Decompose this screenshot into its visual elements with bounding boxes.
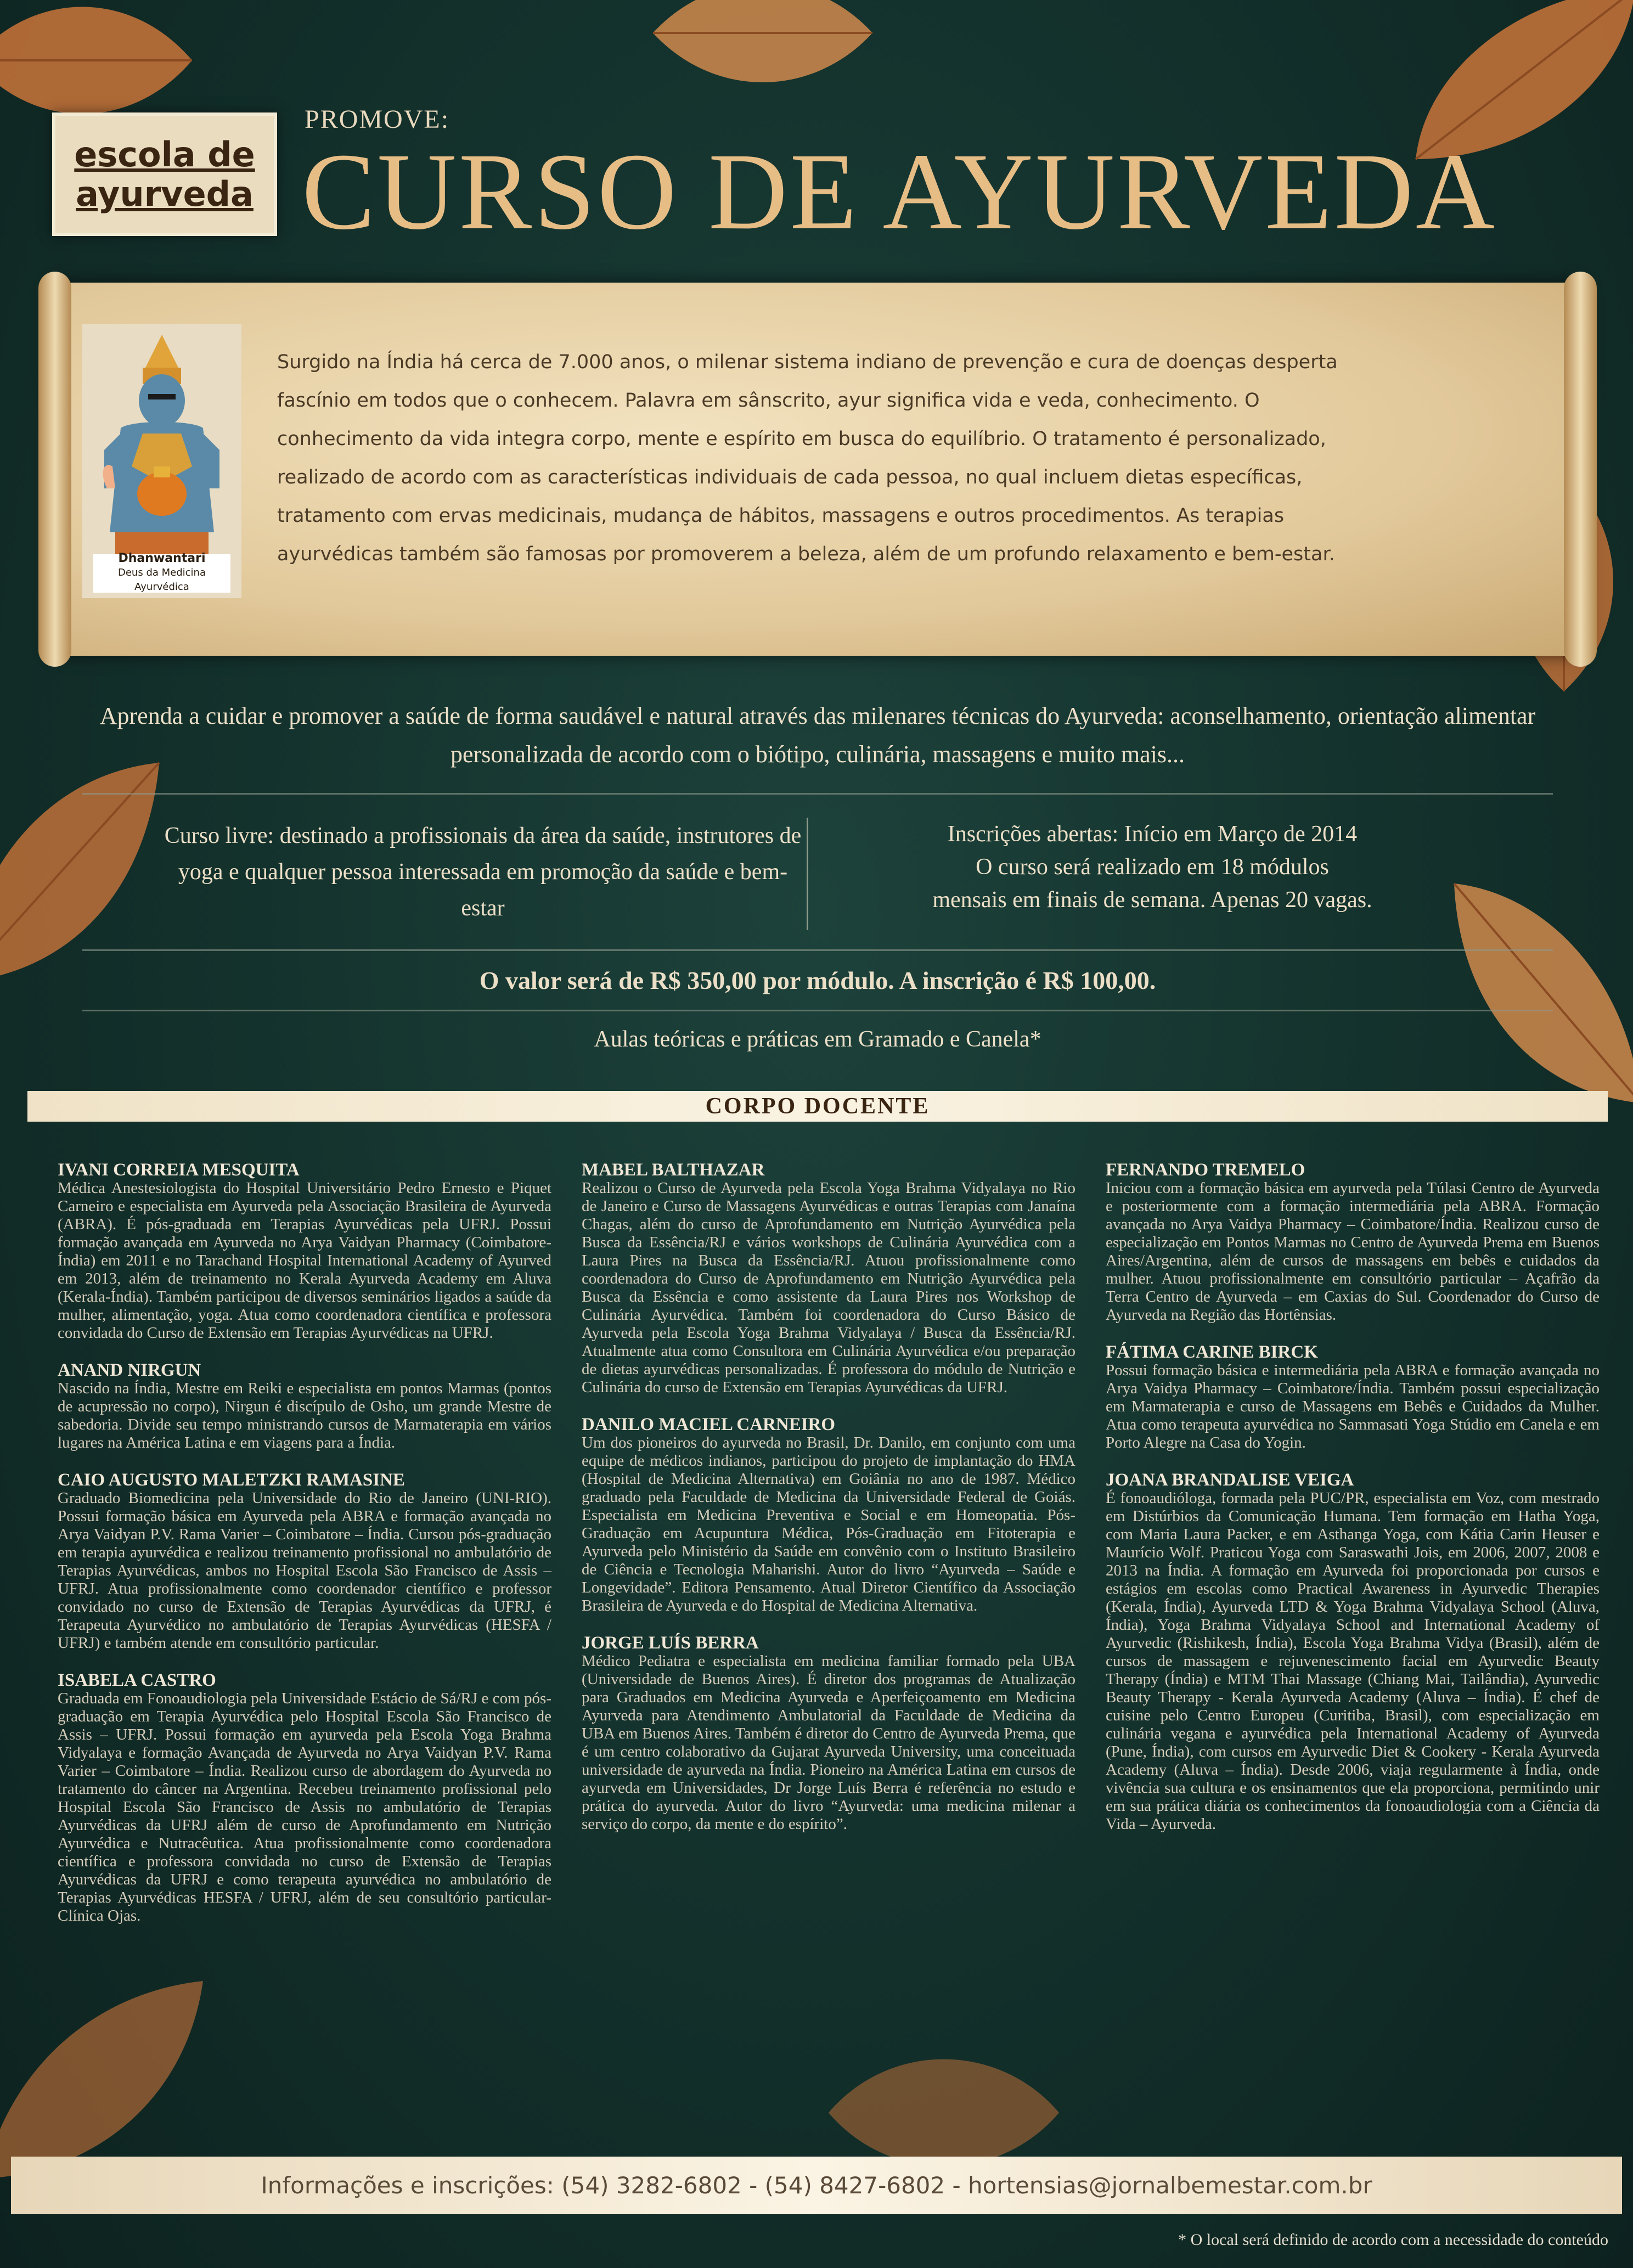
faculty-entry (58, 1471, 551, 1652)
faculty-entry (1106, 1161, 1600, 1324)
faculty-bio: Iniciou com a formação básica em ayurveda pela Túlasi Centro de Ayurveda e posteriormente com a formação intermediária pela ABRA. Formação avançada no Arya Vaidya Pharmacy – Coimbatore/Índia. Realizou curso de especialização em Pontos Marmas no Centro de Ayurveda Prema em Buenos Aires/Argentina, além de cursos de massagens em bebês e cuidados da mulher. Atuou profissionalmente em consultório particular – Açafrão da Terra Centro de Ayurveda – em Caxias do Sul. Coordenador do Curso de Ayurveda na Região das Hortênsias. (1106, 1179, 1600, 1324)
faculty-name: JORGE LUÍS BERRA (582, 1633, 759, 1653)
faculty-column-3 (1106, 1161, 1600, 1852)
divider-3 (82, 1010, 1553, 1011)
faculty-entry (582, 1415, 1075, 1615)
page-title: CURSO DE AYURVEDA (302, 131, 1497, 252)
faculty-entry (1106, 1343, 1600, 1452)
enrollment-line-2: O curso será realizado em 18 módulos (976, 854, 1329, 880)
faculty-entry (582, 1634, 1075, 1833)
faculty-heading: CORPO DOCENTE (27, 1091, 1608, 1122)
faculty-name: DANILO MACIEL CARNEIRO (582, 1415, 836, 1434)
price-text: O valor será de R$ 350,00 por módulo. A inscrição é R$ 100,00. (479, 966, 1156, 994)
tagline: Aprenda a cuidar e promover a saúde de forma saudável e natural através das milenares técnicas do Ayurveda: aconselhamento, orientação alimentar personalizada de acordo com o biótipo, culinária, massagens e muito mais... (99, 702, 1536, 768)
faculty-bio: É fonoaudióloga, formada pela PUC/PR, especialista em Voz, com mestrado em Distúrbios da Comunicação Humana. Tem formação em Hatha Yoga, com Maria Laura Packer, e em Asthanga Yoga, com Kátia Carin Heuser e Maurício Wolf. Praticou Yoga com Saraswathi Jois, em 2006, 2007, 2008 e 2013 na Índia. A formação em Ayurveda foi proporcionada por cursos e estágios em escolas como Practical Awareness in Ayurvedic Therapies (Kerala, Índia), Ayurveda LTD & Yoga Brahma Vidyalaya School (Aluva, Índia), Yoga Brahma Vidyalaya School and International Academy of Ayurvedic (Rishikesh, Índia), Escola Yoga Brahma Vidya (Brasil), além de cursos de massagem e rejuvenescimento facial em Ayurvedic Beauty Therapy (Índia) e MTM Thai Massage (Chiang Mai, Tailândia), Ayurvedic Beauty Therapy - Kerala Ayurveda Academy (Aluva – Índia). É chef de cuisine pelo Centro Europeu (Curitiba, Brasil), com especialização em culinária vegana e ayurvédica pela International Academy of Ayurveda (Pune, Índia), com cursos em Ayurvedic Diet & Cookery - Kerala Ayurveda Academy (Aluva – Índia). Desde 2006, viaja regularmente à Índia, onde vivência sua cultura e os ensinamentos que ela proporciona, permitindo unir em sua prática diária os conhecimentos da fonoaudiologia com a Ciência da Vida – Ayurveda. (1106, 1489, 1600, 1833)
faculty-name: JOANA BRANDALISE VEIGA (1106, 1470, 1354, 1490)
faculty-entry (1106, 1471, 1600, 1833)
school-logo (52, 112, 277, 236)
enrollment-line-1: Inscrições abertas: Início em Março de 2014 (947, 821, 1358, 847)
deity-caption-name: Dhanwantari (118, 551, 206, 565)
faculty-name: ISABELA CASTRO (58, 1670, 216, 1690)
enrollment-info (867, 818, 1438, 916)
divider-2 (82, 949, 1553, 951)
scroll-curl-right (1564, 272, 1597, 667)
faculty-name: FERNANDO TREMELO (1106, 1160, 1305, 1180)
faculty-column-1 (58, 1161, 551, 1944)
faculty-entry (58, 1361, 551, 1452)
intro-text: Surgido na Índia há cerca de 7.000 anos, o milenar sistema indiano de prevenção e cura de doenças desperta fascínio em todos que o conhecem. Palavra em sânscrito, ayur significa vida e veda, conhecimento. O conhecimento da vida integra corpo, mente e espírito em busca do equilíbrio. O tratamento é personalizado, realizado de acordo com as características individuais de cada pessoa, no qual incluem dietas específicas, tratamento com ervas medicinais, mudança de hábitos, massagens e outros procedimentos. As terapias ayurvédicas também são famosas por promoverem a beleza, além de um profundo relaxamento e bem-estar. (277, 351, 1338, 565)
enrollment-line-3: mensais em finais de semana. Apenas 20 vagas. (932, 887, 1372, 913)
classes-location: Aulas teóricas e práticas em Gramado e Canela* (594, 1027, 1041, 1052)
leaf-decoration-left-mid (0, 757, 165, 988)
faculty-column-2 (582, 1161, 1075, 1852)
faculty-bio: Graduado Biomedicina pela Universidade do Rio de Janeiro (UNI-RIO). Possui formação básica em Ayurveda pela ABRA e formação avançada no Arya Vaidyan P.V. Rama Varier – Coimbatore – Índia. Cursou pós-graduação em terapia ayurvédica e realizou treinamento profissional no ambulatório de Terapias Ayurvédicas, ambos no Hospital Escola São Francisco de Assis – UFRJ. Atua profissionalmente como coordenador científico e professor convidado no curso de Extensão de Terapias Ayurvédicas da UFRJ, é Terapeuta Ayurvédico no ambulatório de Terapias Ayurvédicas (HESFA / UFRJ) e também atende em consultório particular. (58, 1489, 551, 1652)
faculty-name: CAIO AUGUSTO MALETZKI RAMASINE (58, 1470, 405, 1490)
faculty-name: MABEL BALTHAZAR (582, 1160, 765, 1180)
faculty-bio: Um dos pioneiros do ayurveda no Brasil, Dr. Danilo, em conjunto com uma equipe de médicos indianos, participou do projeto de implantação do HMA (Hospital de Medicina Alternativa) em Goiânia no ano de 1987. Médico graduado pela Faculdade de Medicina da Universidade Federal de Goiás. Especialista em Medicina Preventiva e Social e em Homeopatia. Pós-Graduação em Acupuntura Médica, Pós-Graduação em Fitoterapia e Ayurveda pelo Ministério da Saúde em convênio com o Instituto Brasileiro de Ciência e Tecnologia Maharishi. Autor do livro “Ayurveda – Saúde e Longevidade”. Editora Pensamento. Atual Diretor Científico da Associação Brasileira de Ayurveda e do Hospital de Medicina Alternativa. (582, 1434, 1075, 1614)
logo-line-2: ayurveda (76, 173, 254, 214)
faculty-entry (58, 1671, 551, 1925)
faculty-bio: Possui formação básica e intermediária pela ABRA e formação avançada no Arya Vaidya Pharmacy – Coimbatore/Índia. Também possui especialização em Marmaterapia e curso de Massagens em Bebês e Cuidados da Mulher. Atua como terapeuta ayurvédica no Sammasati Yoga Stúdio em Canela e em Porto Alegre na Casa do Yogin. (1106, 1361, 1600, 1451)
faculty-bio: Nascido na Índia, Mestre em Reiki e especialista em pontos Marmas (pontos de acupressão no corpo), Nirgun é discípulo de Osho, um grande Mestre de sabedoria. Divide seu tempo ministrando cursos de Marmaterapia em vários lugares na América Latina e em viagens para a Índia. (58, 1380, 551, 1451)
faculty-bio: Realizou o Curso de Ayurveda pela Escola Yoga Brahma Vidyalaya no Rio de Janeiro e Curso de Massagens Ayurvédicas e outras Terapias com Janaína Chagas, além do curso de Aprofundamento em Nutrição Ayurvédica pela Busca da Essência/RJ e vários workshops de Culinária Ayurvédica com a Laura Pires na Busca da Essência/RJ. Atuou profissionalmente como coordenadora do Curso de Aprofundamento em Nutrição Ayurvédica pela Busca da Essência e como assistente da Laura Pires nos Workshop de Culinária Ayurvédica. Também foi coordenadora do Curso Básico de Ayurveda pela Escola Yoga Brahma Vidyalaya / Busca da Essência/RJ. Atualmente atua como Consultora em Culinária Ayurvédica e/ou preparação de dietas ayurvédicas personalizadas. É professora do módulo de Nutrição e Culinária do curso de Extensão em Terapias Ayurvédicas da UFRJ. (582, 1179, 1075, 1396)
faculty-name: ANAND NIRGUN (58, 1360, 201, 1380)
leaf-decoration-bottom-left (0, 1976, 209, 2184)
contact-footer: Informações e inscrições: (54) 3282-6802 - (54) 8427-6802 - hortensias@jornalbemestar.com.br (11, 2157, 1622, 2214)
deity-caption-sub: Deus da Medicina Ayurvédica (118, 567, 206, 593)
faculty-bio: Médico Pediatra e especialista em medicina familiar formado pela UBA (Universidade de Buenos Aires). É diretor dos programas de Atualização para Graduados em Medicina Ayurveda e Aperfeiçoamento em Medicina Ayurveda para Atendimento Ambulatorial da Faculdade de Medicina da UBA em Buenos Aires. Também é diretor do Centro de Ayurveda Prema, que é um centro colaborativo da Gujarat Ayurveda University, uma conceituada universidade de ayurveda na Índia. Pioneiro na América Latina em cursos de ayurveda em Universidades, Dr Jorge Luís Berra é referência no estudo e prática do ayurveda. Autor do livro “Ayurveda: uma medicina milenar a serviço do corpo, da mente e do espírito”. (582, 1652, 1075, 1833)
faculty-bio: Médica Anestesiologista do Hospital Universitário Pedro Ernesto e Piquet Carneiro e especialista em Ayurveda pela Associação Brasileira de Ayurveda (ABRA). É pós-graduada em Terapias Ayurvédicas pela UFRJ. Possui formação avançada em Ayurveda no Arya Vaidyan Pharmacy (Coimbatore-Índia) em 2011 e no Tarachand Hospital International Academy of Ayurved em 2013, além de treinamento no Kerala Ayurveda Academy em Aluva (Kerala-Índia). Também participou de diversos seminários ligados a saúde da mulher, alimentação, yoga. Atua como coordenadora científica e professora convidada do Curso de Extensão em Terapias Ayurvédicas na UFRJ. (58, 1179, 551, 1342)
divider-1 (82, 793, 1553, 795)
deity-caption (91, 551, 233, 594)
faculty-bio: Graduada em Fonoaudiologia pela Universidade Estácio de Sá/RJ e com pós-graduação em Terapia Ayurvédica pelo Hospital Escola São Francisco de Assis – UFRJ. Possui formação em ayurveda pela Escola Yoga Brahma Vidyalaya e formação Avançada de Ayurveda no Arya Vaidyan P.V. Rama Varier – Coimbatore – Índia. Realizou curso de abordagem do Ayurveda no tratamento do câncer na Argentina. Recebeu treinamento profissional pelo Hospital Escola São Francisco de Assis no ambulatório de Terapias Ayurvédicas da UFRJ além de curso de Aprofundamento em Nutrição Ayurvédica e Nutracêutica. Atua profissionalmente como coordenadora científica e professora convidada no curso de Extensão de Terapias Ayurvédicas da UFRJ e como terapeuta ayurvédica no ambulatório de Terapias Ayurvédicas HESFA / UFRJ, além de seu consultório particular- Clínica Ojas. (58, 1690, 551, 1924)
audience-text: Curso livre: destinado a profissionais da área da saúde, instrutores de yoga e qualquer pessoa interessada em promoção da saúde e bem-estar (159, 818, 808, 930)
scroll-curl-left (38, 272, 71, 667)
promove-label: PROMOVE: (305, 105, 450, 134)
faculty-name: FÁTIMA CARINE BIRCK (1106, 1342, 1318, 1362)
logo-line-1: escola de (74, 134, 255, 175)
faculty-entry (582, 1161, 1075, 1397)
footnote: * O local será definido de acordo com a necessidade do conteúdo (1178, 2231, 1608, 2249)
faculty-entry (58, 1161, 551, 1342)
leaf-decoration-top-center (647, 0, 878, 104)
faculty-name: IVANI CORREIA MESQUITA (58, 1160, 300, 1180)
